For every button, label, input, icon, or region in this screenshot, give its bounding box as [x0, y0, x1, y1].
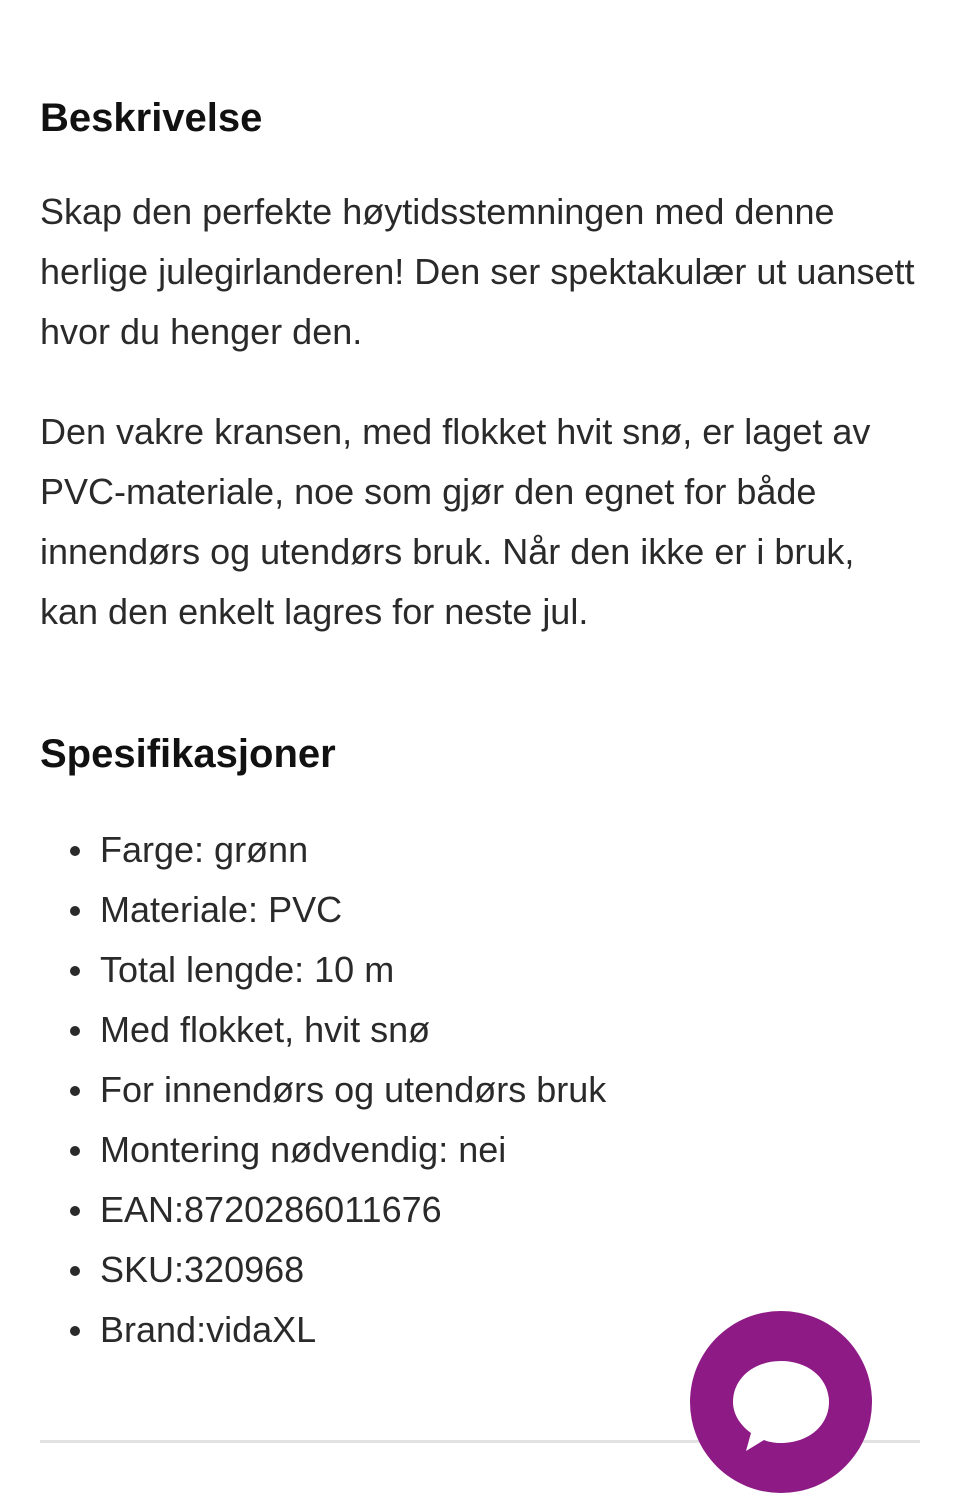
spec-item-text: For innendørs og utendørs bruk	[100, 1069, 607, 1110]
bullet-icon	[70, 846, 80, 856]
bullet-icon	[70, 1146, 80, 1156]
chat-bubble-icon	[690, 1311, 872, 1493]
description-paragraph-2: Den vakre kransen, med flokket hvit snø, er laget av PVC-materiale, noe som gjør den egnet for både innendørs og utendørs bruk. Når den ikke er i bruk, kan den enkelt lagres for neste jul.	[40, 411, 871, 632]
spec-item-usage	[40, 1060, 606, 1120]
description-paragraph-1: Skap den perfekte høytidsstemningen med denne herlige julegirlanderen! Den ser spektakulær ut uansett hvor du henger den.	[40, 191, 915, 352]
spec-item-assembly	[40, 1120, 606, 1180]
spec-item-text: EAN:8720286011676	[100, 1189, 442, 1230]
bullet-icon	[70, 1206, 80, 1216]
bullet-icon	[70, 966, 80, 976]
spec-item-text: Farge: grønn	[100, 829, 309, 870]
spec-item-text: Total lengde: 10 m	[100, 949, 395, 990]
specifications-heading: Spesifikasjoner	[40, 732, 336, 776]
description-heading: Beskrivelse	[40, 96, 263, 140]
spec-item-text: Med flokket, hvit snø	[100, 1009, 431, 1050]
bullet-icon	[70, 1266, 80, 1276]
spec-item-sku	[40, 1240, 606, 1300]
spec-item-flocked	[40, 1000, 606, 1060]
spec-item-color	[40, 820, 606, 880]
bullet-icon	[70, 1026, 80, 1036]
spec-item-brand	[40, 1300, 606, 1360]
bullet-icon	[70, 906, 80, 916]
chat-button[interactable]	[690, 1311, 872, 1493]
spec-item-text: Materiale: PVC	[100, 889, 343, 930]
spec-item-text: Montering nødvendig: nei	[100, 1129, 507, 1170]
spec-item-text: Brand:vidaXL	[100, 1309, 317, 1350]
specifications-list	[40, 820, 606, 1360]
spec-item-text: SKU:320968	[100, 1249, 305, 1290]
bullet-icon	[70, 1086, 80, 1096]
bullet-icon	[70, 1326, 80, 1336]
spec-item-length	[40, 940, 606, 1000]
spec-item-material	[40, 880, 606, 940]
spec-item-ean	[40, 1180, 606, 1240]
